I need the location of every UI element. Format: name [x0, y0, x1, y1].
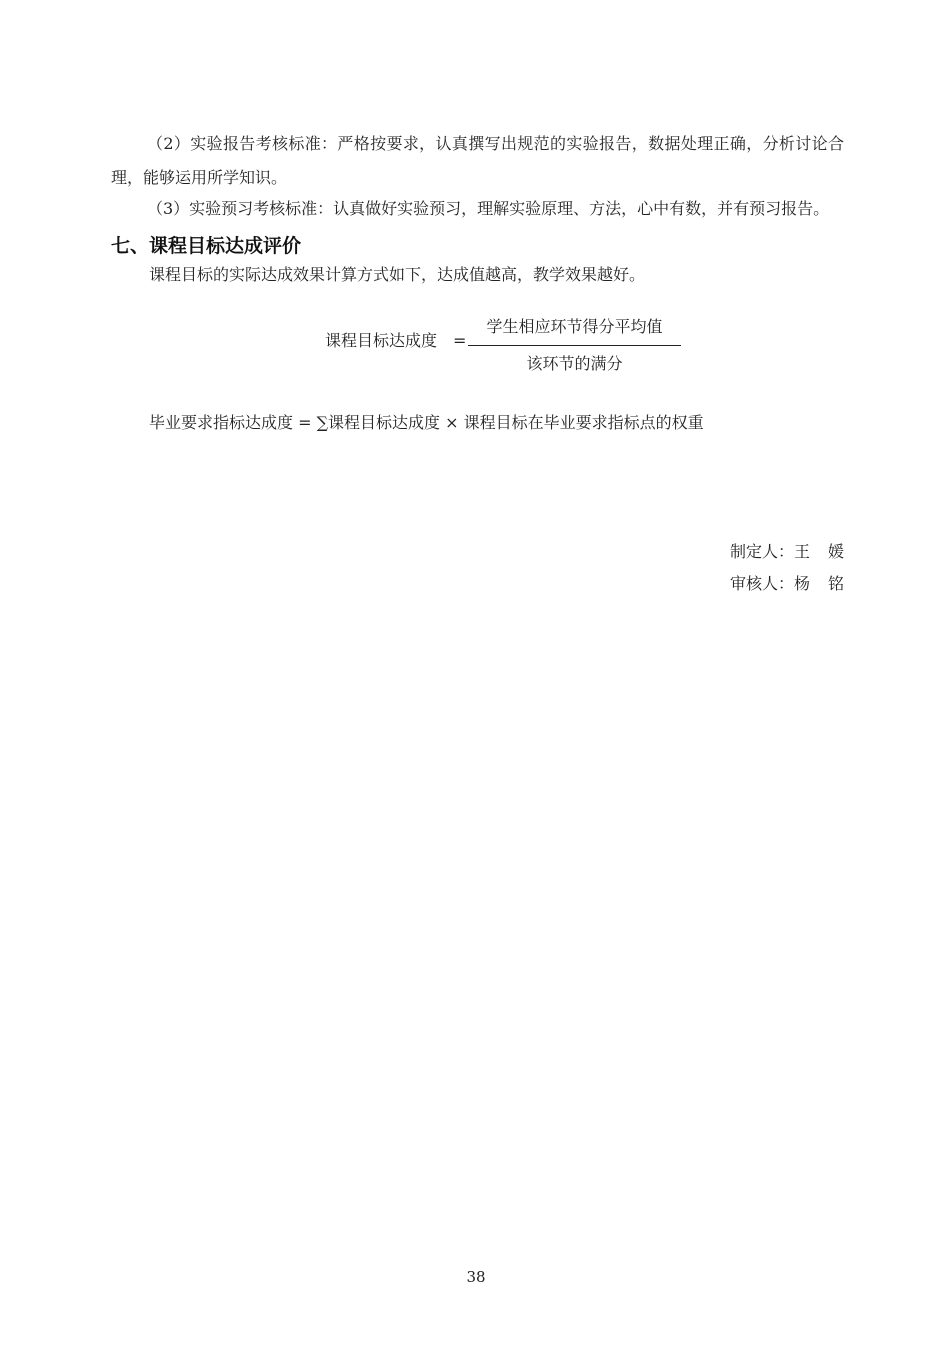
- formula-equals: =: [453, 331, 467, 350]
- reviewer-signature: [729, 572, 862, 596]
- fraction-bar: [468, 345, 681, 346]
- preview-standard-paragraph: （3）实验预习考核标准：认真做好实验预习，理解实验原理、方法，心中有数，并有预习报告。: [147, 199, 830, 218]
- formula-lhs: 课程目标达成度: [325, 331, 438, 350]
- section-intro: 课程目标的实际达成效果计算方式如下，达成值越高，教学效果越好。: [149, 265, 646, 284]
- formula-numerator: 学生相应环节得分平均值: [486, 317, 663, 336]
- author-name: 王媛: [793, 542, 862, 561]
- formula-denominator: 该环节的满分: [526, 354, 623, 373]
- author-label: 制定人：: [729, 542, 794, 561]
- report-standard-paragraph: （2）实验报告考核标准：严格按要求，认真撰写出规范的实验报告，数据处理正确，分析讨论合理，能够运用所学知识。: [111, 134, 844, 187]
- page-number: 38: [466, 1268, 486, 1286]
- section-heading: 七、课程目标达成评价: [111, 235, 302, 257]
- graduation-requirement-formula: 毕业要求指标达成度 = ∑课程目标达成度 × 课程目标在毕业要求指标点的权重: [149, 413, 704, 432]
- reviewer-label: 审核人：: [729, 574, 794, 593]
- author-signature: [729, 540, 862, 564]
- reviewer-name: 杨铭: [793, 574, 862, 593]
